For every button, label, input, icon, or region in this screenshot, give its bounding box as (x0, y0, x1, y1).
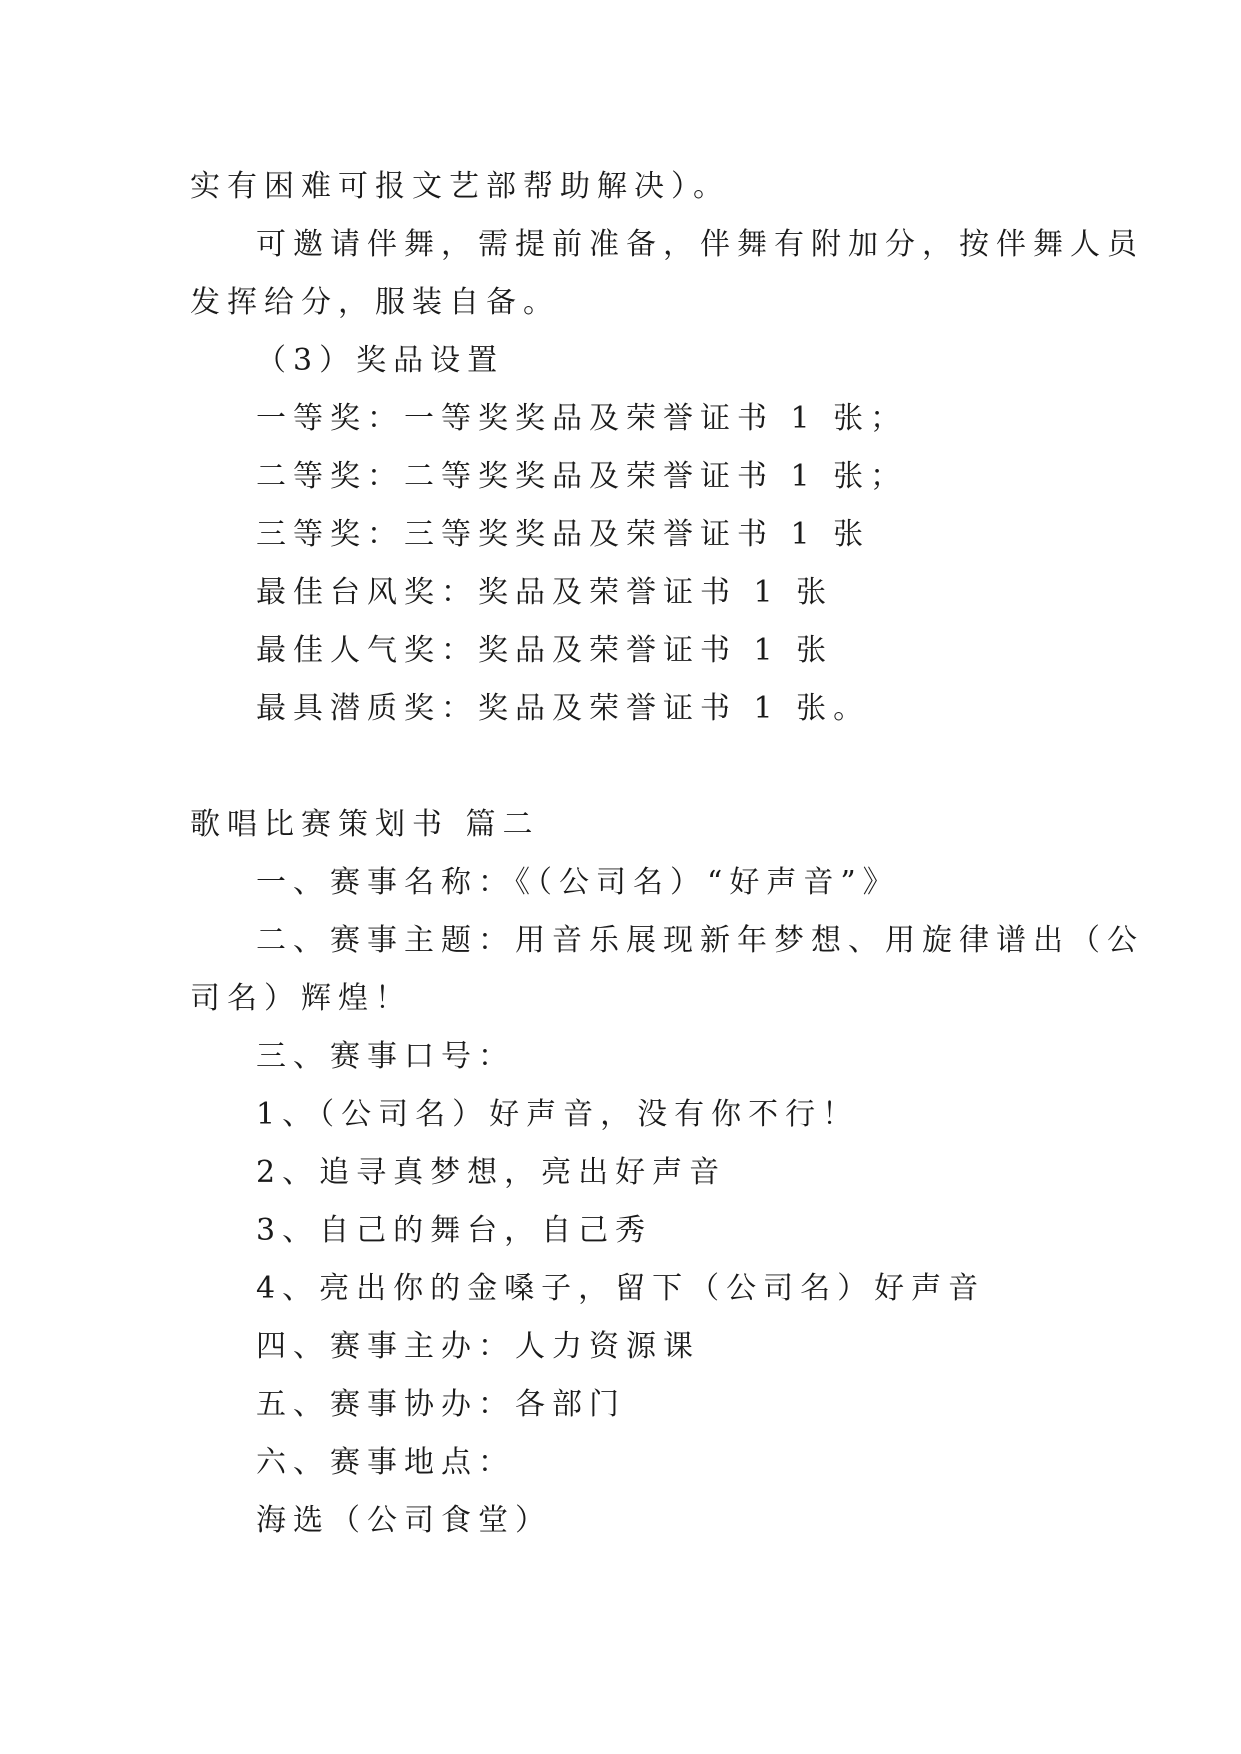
paragraph-line: 海选（公司食堂） (256, 1503, 552, 1538)
section-heading: （3）奖品设置 (256, 343, 505, 378)
prize-item: 最佳台风奖：奖品及荣誉证书 1 张 (256, 575, 834, 610)
paragraph-line: 五、赛事协办：各部门 (256, 1387, 626, 1422)
prize-item: 最佳人气奖：奖品及荣誉证书 1 张 (256, 633, 834, 668)
prize-item: 二等奖：二等奖奖品及荣誉证书 1 张； (256, 459, 908, 494)
slogan-item: 3、自己的舞台，自己秀 (256, 1213, 653, 1248)
paragraph-line: 实有困难可报文艺部帮助解决）。 (190, 169, 730, 204)
slogan-item: 1、（公司名）好声音，没有你不行！ (256, 1097, 860, 1132)
prize-item: 最具潜质奖：奖品及荣誉证书 1 张。 (256, 691, 871, 726)
paragraph-line: 发挥给分，服装自备。 (190, 285, 560, 320)
paragraph-line: 司名）辉煌！ (190, 981, 412, 1016)
prize-item: 三等奖：三等奖奖品及荣誉证书 1 张 (256, 517, 871, 552)
prize-item: 一等奖：一等奖奖品及荣誉证书 1 张； (256, 401, 908, 436)
paragraph-line: 三、赛事口号： (256, 1039, 515, 1074)
slogan-item: 2、追寻真梦想，亮出好声音 (256, 1155, 727, 1190)
slogan-item: 4、亮出你的金嗓子，留下（公司名）好声音 (256, 1271, 986, 1306)
paragraph-line: 四、赛事主办：人力资源课 (256, 1329, 700, 1364)
page-title: 歌唱比赛策划书 篇二 (190, 807, 540, 842)
paragraph-line: 六、赛事地点： (256, 1445, 515, 1480)
paragraph-line: 一、赛事名称：《（公司名）“好声音”》 (256, 865, 900, 900)
paragraph-line: 二、赛事主题：用音乐展现新年梦想、用旋律谱出（公 (256, 923, 1144, 958)
paragraph-line: 可邀请伴舞，需提前准备，伴舞有附加分，按伴舞人员 (256, 227, 1144, 262)
